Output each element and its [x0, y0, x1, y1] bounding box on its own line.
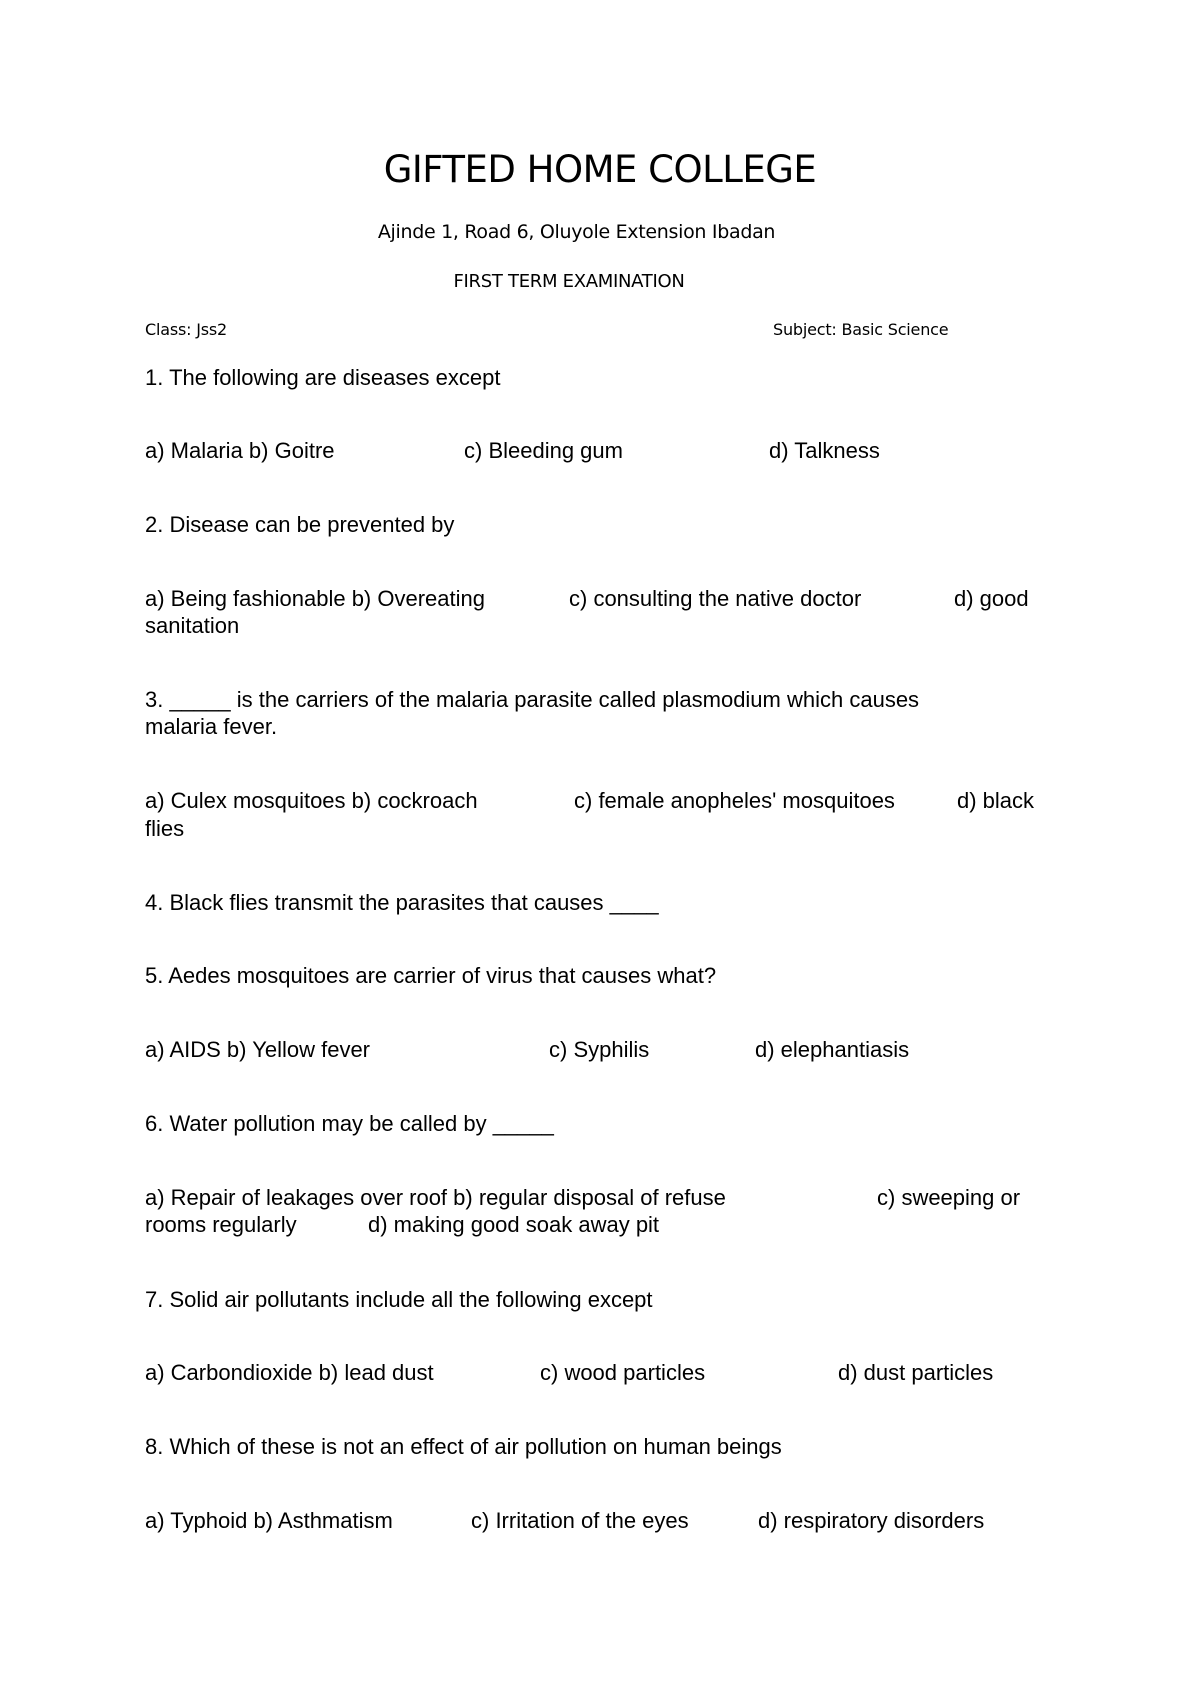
q5-option-ab: a) AIDS b) Yellow fever — [145, 1037, 371, 1062]
q3-option-d-cont: flies — [145, 816, 185, 841]
question-6: 6. Water pollution may be called by _____ — [145, 1111, 554, 1136]
school-name: GIFTED HOME COLLEGE — [383, 148, 817, 191]
question-1: 1. The following are diseases except — [145, 365, 501, 390]
q7-option-ab: a) Carbondioxide b) lead dust — [145, 1360, 434, 1385]
question-3-line2: malaria fever. — [145, 714, 278, 739]
q8-option-d: d) respiratory disorders — [758, 1508, 985, 1533]
class-info — [145, 320, 227, 339]
class-value: Jss2 — [196, 320, 227, 339]
subject-info — [773, 320, 948, 339]
subject-label: Subject: — [773, 320, 837, 339]
question-3-line1: 3. _____ is the carriers of the malaria parasite called plasmodium which causes — [145, 687, 920, 712]
school-address: Ajinde 1, Road 6, Oluyole Extension Ibadan — [377, 221, 776, 243]
question-5: 5. Aedes mosquitoes are carrier of virus that causes what? — [145, 963, 717, 988]
q1-option-d: d) Talkness — [769, 438, 880, 463]
question-4: 4. Black flies transmit the parasites that causes ____ — [145, 890, 659, 915]
q6-option-c: c) sweeping or — [877, 1185, 1021, 1210]
question-8: 8. Which of these is not an effect of air pollution on human beings — [145, 1434, 782, 1459]
q2-option-d: d) good — [954, 586, 1029, 611]
class-label: Class: — [145, 320, 192, 339]
question-2: 2. Disease can be prevented by — [145, 512, 455, 537]
q8-option-ab: a) Typhoid b) Asthmatism — [145, 1508, 393, 1533]
q2-option-d-cont: sanitation — [145, 613, 240, 638]
q1-option-c: c) Bleeding gum — [464, 438, 623, 463]
q3-option-ab: a) Culex mosquitoes b) cockroach — [145, 788, 478, 813]
exam-title: FIRST TERM EXAMINATION — [453, 271, 685, 292]
q6-option-ab: a) Repair of leakages over roof b) regular disposal of refuse — [145, 1185, 726, 1210]
q6-option-c-cont: rooms regularly — [145, 1212, 297, 1237]
q6-option-d: d) making good soak away pit — [368, 1212, 660, 1237]
q2-option-c: c) consulting the native doctor — [569, 586, 862, 611]
q2-option-ab: a) Being fashionable b) Overeating — [145, 586, 485, 611]
q7-option-d: d) dust particles — [838, 1360, 994, 1385]
q5-option-c: c) Syphilis — [549, 1037, 650, 1062]
q8-option-c: c) Irritation of the eyes — [471, 1508, 689, 1533]
q5-option-d: d) elephantiasis — [755, 1037, 910, 1062]
question-7: 7. Solid air pollutants include all the following except — [145, 1287, 653, 1312]
q7-option-c: c) wood particles — [540, 1360, 706, 1385]
subject-value: Basic Science — [841, 320, 949, 339]
q1-option-ab: a) Malaria b) Goitre — [145, 438, 335, 463]
q3-option-d: d) black — [957, 788, 1035, 813]
q3-option-c: c) female anopheles' mosquitoes — [574, 788, 895, 813]
